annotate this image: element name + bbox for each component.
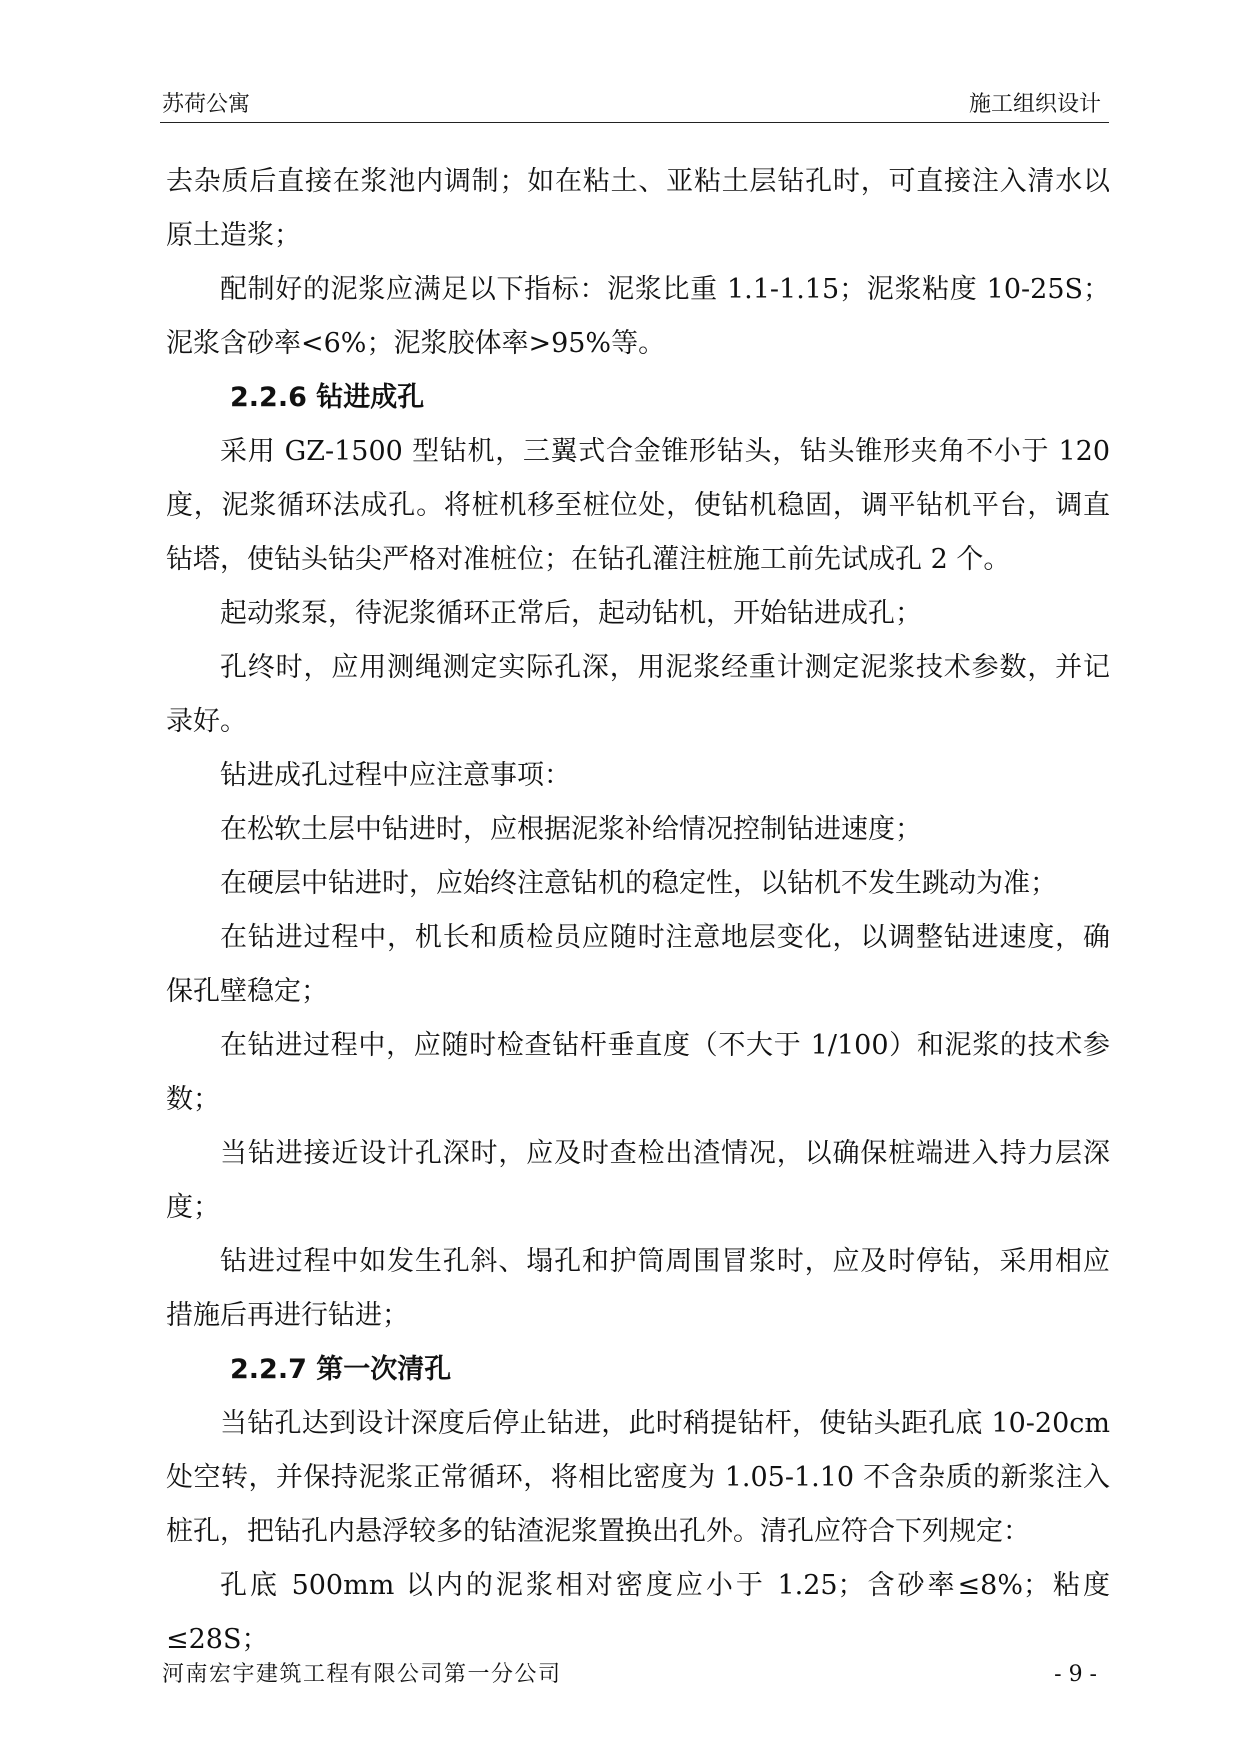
header-document-type: 施工组织设计: [968, 92, 1101, 117]
paragraph: 在松软土层中钻进时，应根据泥浆补给情况控制钻进速度；: [220, 814, 922, 845]
paragraph: 在硬层中钻进时，应始终注意钻机的稳定性，以钻机不发生跳动为准；: [220, 868, 1057, 899]
page-header: [160, 88, 1109, 123]
paragraph: 采用 GZ-1500 型钻机，三翼式合金锥形钻头，钻头锥形夹角不小于 120 度，泥浆循环法成孔。将桩机移至桩位处，使钻机稳固，调平钻机平台，调直钻塔，使钻头钻尖严格对准桩位；在钻孔灌注桩施工前先试成孔 2 个。: [166, 436, 1110, 575]
paragraph: 钻进过程中如发生孔斜、塌孔和护筒周围冒浆时，应及时停钻，采用相应措施后再进行钻进；: [166, 1246, 1110, 1331]
page-body: [166, 155, 1110, 1667]
paragraph: 去杂质后直接在浆池内调制；如在粘土、亚粘土层钻孔时，可直接注入清水以原土造浆；: [166, 166, 1110, 251]
section-heading: 2.2.6 钻进成孔: [230, 382, 425, 413]
paragraph: 在钻进过程中，应随时检查钻杆垂直度（不大于 1/100）和泥浆的技术参数；: [166, 1030, 1110, 1115]
paragraph: 当钻进接近设计孔深时，应及时查检出渣情况，以确保桩端进入持力层深度；: [166, 1138, 1110, 1223]
page-footer: [160, 1658, 1109, 1692]
paragraph: 起动浆泵，待泥浆循环正常后，起动钻机，开始钻进成孔；: [220, 598, 922, 629]
header-project-name: 苏荷公寓: [162, 92, 251, 117]
paragraph: 当钻孔达到设计深度后停止钻进，此时稍提钻杆，使钻头距孔底 10-20cm 处空转，并保持泥浆正常循环，将相比密度为 1.05-1.10 不含杂质的新浆注入桩孔，把钻孔内悬浮较多的钻渣泥浆置换出孔外。清孔应符合下列规定：: [166, 1408, 1110, 1547]
paragraph: 孔终时，应用测绳测定实际孔深，用泥浆经重计测定泥浆技术参数，并记录好。: [166, 652, 1110, 737]
paragraph: 钻进成孔过程中应注意事项：: [220, 760, 571, 791]
paragraph: 在钻进过程中，机长和质检员应随时注意地层变化，以调整钻进速度，确保孔壁稳定；: [166, 922, 1110, 1007]
paragraph: 配制好的泥浆应满足以下指标：泥浆比重 1.1-1.15；泥浆粘度 10-25S；泥浆含砂率<6%；泥浆胶体率>95%等。: [166, 274, 1110, 359]
paragraph: 孔底 500mm 以内的泥浆相对密度应小于 1.25；含砂率≤8%；粘度≤28S；: [166, 1570, 1110, 1655]
footer-company-name: 河南宏宇建筑工程有限公司第一分公司: [162, 1662, 562, 1687]
page-number: - 9 -: [1054, 1662, 1097, 1687]
section-heading: 2.2.7 第一次清孔: [230, 1354, 452, 1385]
